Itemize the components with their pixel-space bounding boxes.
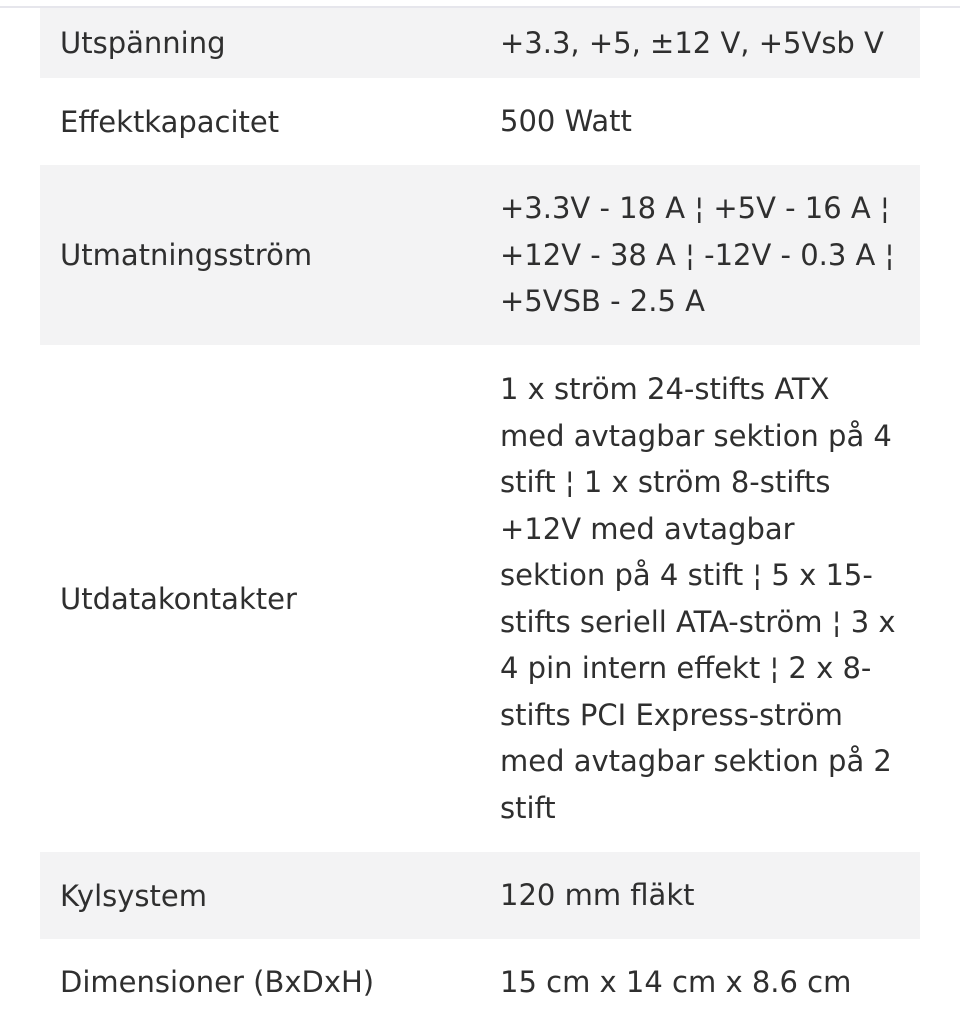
spec-label: Utmatningsström bbox=[60, 238, 313, 272]
spec-row-dimensioner bbox=[40, 939, 920, 1025]
spec-value: 15 cm x 14 cm x 8.6 cm bbox=[500, 964, 852, 999]
spec-value: +3.3V - 18 A ¦ +5V - 16 A ¦ +12V - 38 A ¦ -12V - 0.3 A ¦ +5VSB - 2.5 A bbox=[500, 191, 895, 319]
spec-row-kylsystem bbox=[40, 852, 920, 939]
spec-label: Utspänning bbox=[60, 26, 226, 60]
spec-row-effektkapacitet bbox=[40, 78, 920, 165]
spec-row-utspanning bbox=[40, 8, 920, 78]
spec-label: Effektkapacitet bbox=[60, 104, 280, 139]
spec-value: +3.3, +5, ±12 V, +5Vsb V bbox=[500, 25, 884, 60]
spec-value: 500 Watt bbox=[500, 104, 632, 139]
spec-row-utmatningsstrom bbox=[40, 165, 920, 345]
top-divider bbox=[0, 0, 960, 8]
spec-value: 120 mm fläkt bbox=[500, 878, 695, 913]
spec-value: 1 x ström 24-stifts ATX med avtagbar sektion på 4 stift ¦ 1 x ström 8-stifts +12V med avtagbar sektion på 4 stift ¦ 5 x 15-stifts seriell ATA-ström ¦ 3 x 4 pin intern effekt ¦ 2 x 8-stifts PCI Express-ström med avtagbar sektion på 2 stift bbox=[500, 372, 896, 825]
spec-label: Utdatakontakter bbox=[60, 581, 297, 616]
spec-table bbox=[40, 8, 920, 1025]
spec-label: Dimensioner (BxDxH) bbox=[60, 965, 375, 999]
spec-row-utdatakontakter bbox=[40, 345, 920, 852]
spec-label: Kylsystem bbox=[60, 878, 207, 913]
